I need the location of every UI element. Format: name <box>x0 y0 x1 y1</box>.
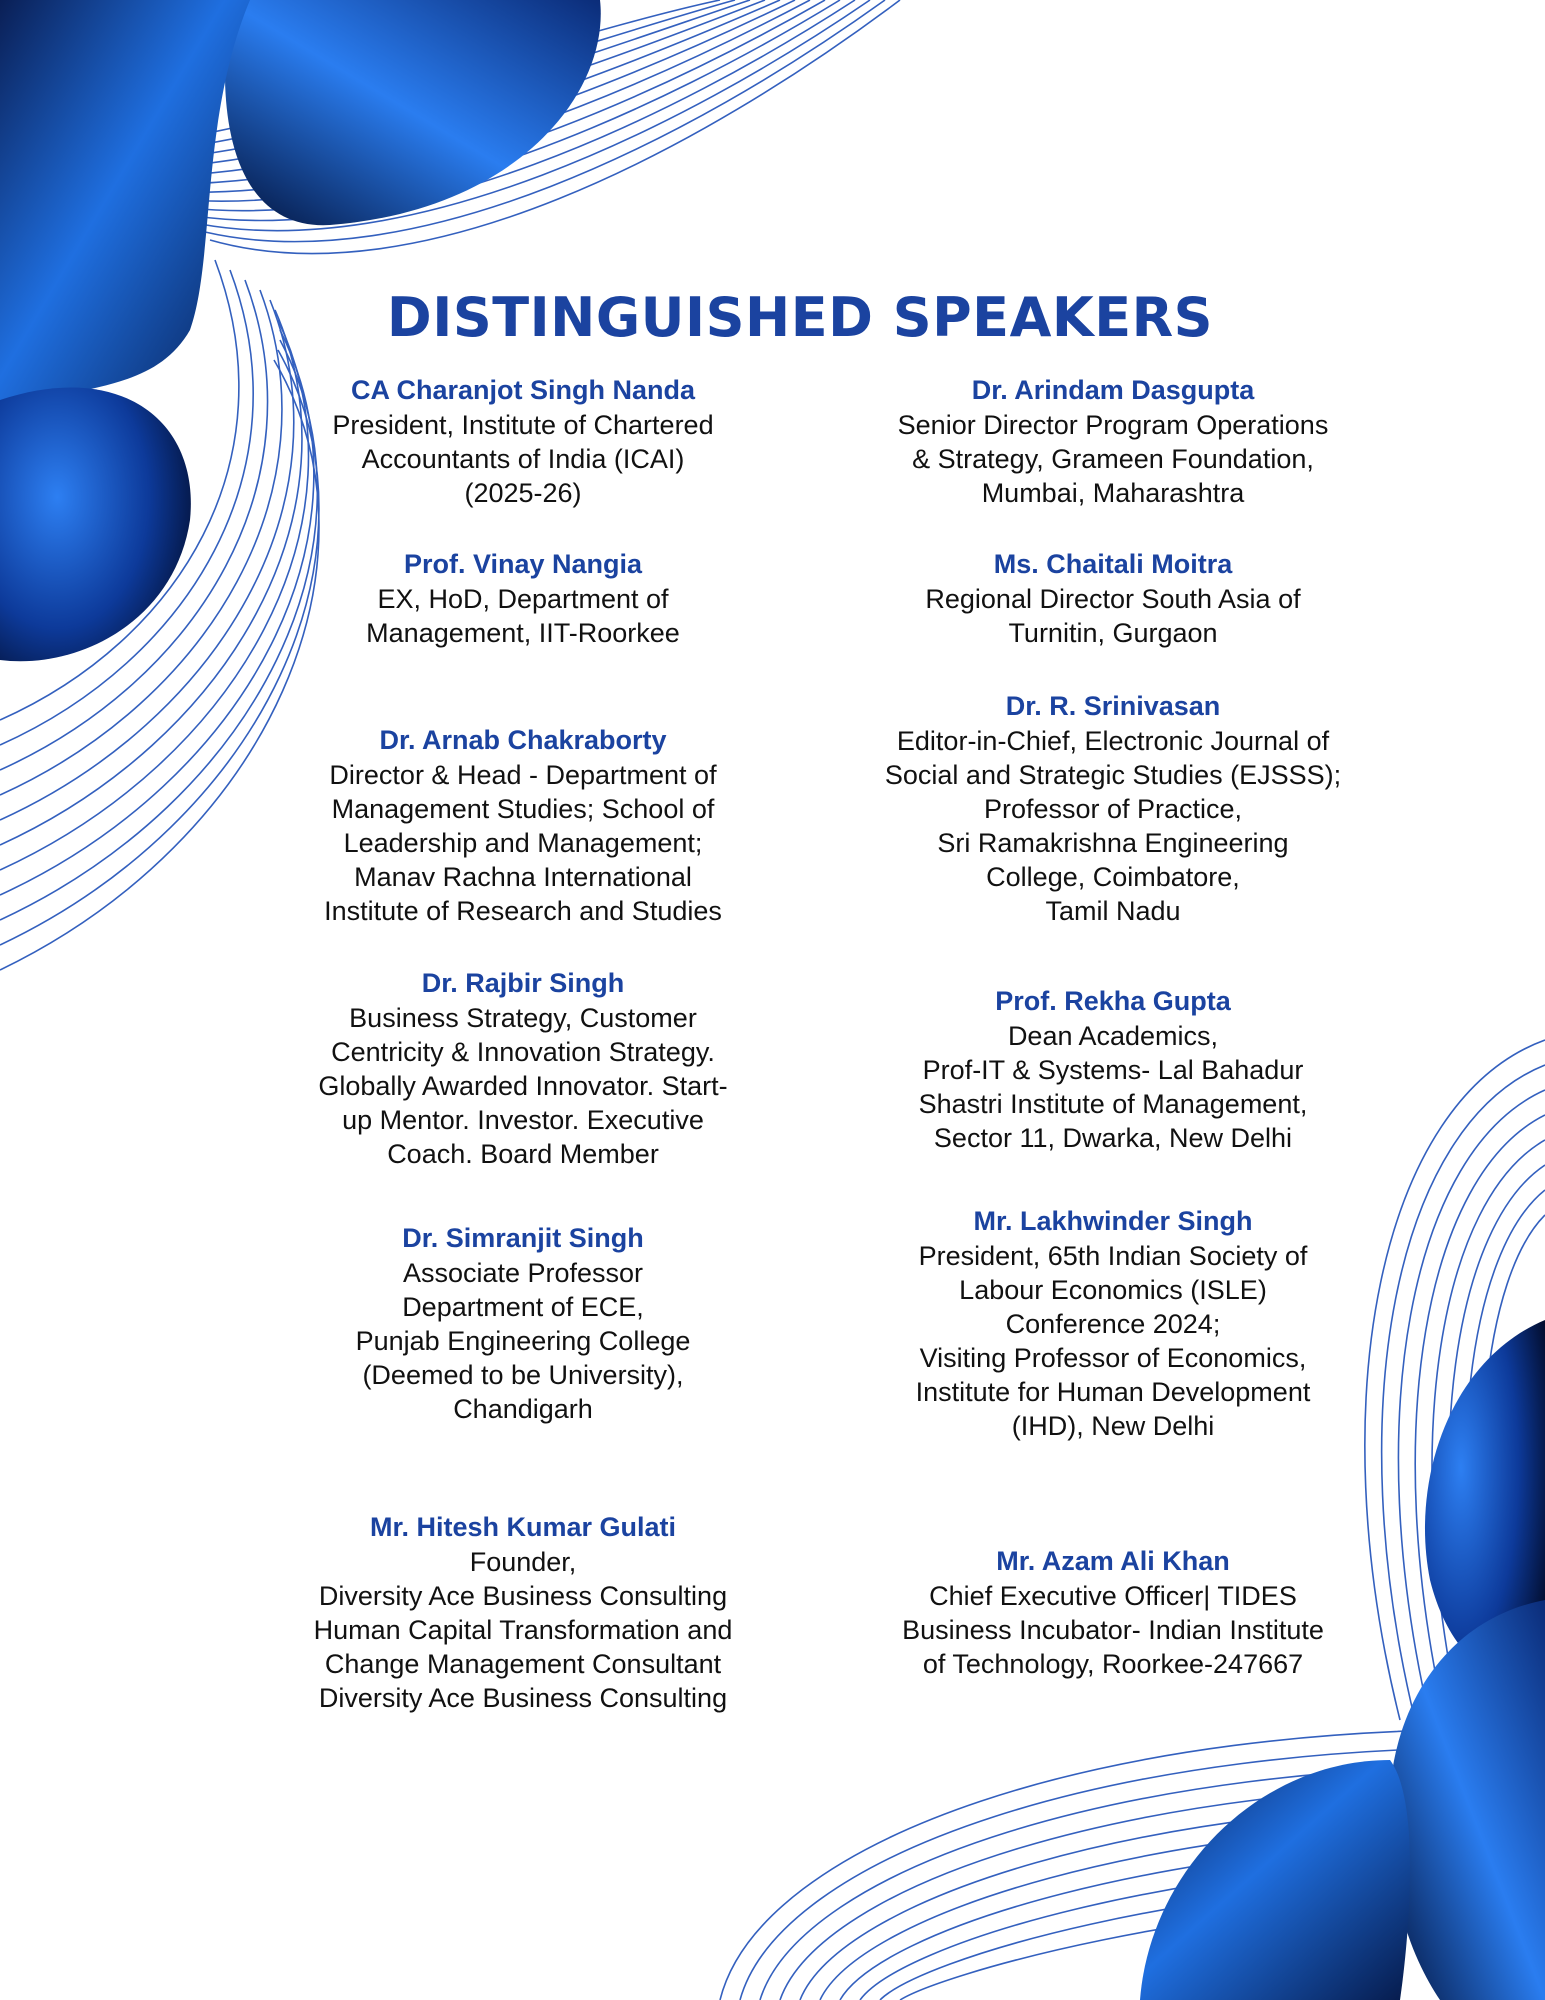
speaker-role: Dean Academics, Prof-IT & Systems- Lal Bahadur Shastri Institute of Management, Sector 11, Dwarka, New Delhi <box>918 1021 1308 1153</box>
speaker-card <box>853 984 1373 1155</box>
speaker-name: Dr. Arnab Chakraborty <box>379 725 667 755</box>
speaker-role: Business Strategy, Customer Centricity & Innovation Strategy. Globally Awarded Innovator. Start- up Mentor. Investor. Executive Coach. Board Member <box>318 1003 728 1169</box>
speaker-name: Prof. Vinay Nangia <box>403 549 643 579</box>
speaker-card <box>263 373 783 510</box>
speaker-card <box>853 547 1373 650</box>
speaker-role: President, 65th Indian Society of Labour Economics (ISLE) Conference 2024; Visiting Professor of Economics, Institute for Human Development (IHD), New Delhi <box>915 1241 1311 1441</box>
speaker-card <box>263 966 783 1171</box>
speaker-card <box>263 1510 783 1715</box>
speaker-role: Chief Executive Officer| TIDES Business Incubator- Indian Institute of Technology, Roorkee-247667 <box>902 1581 1324 1679</box>
speaker-card <box>853 689 1373 928</box>
speaker-name: Dr. R. Srinivasan <box>1005 691 1221 721</box>
speaker-name: Ms. Chaitali Moitra <box>993 549 1233 579</box>
speaker-role: Director & Head - Department of Management Studies; School of Leadership and Management; Manav Rachna International Institute of Research and Studies <box>324 760 722 926</box>
speaker-name: Dr. Arindam Dasgupta <box>971 375 1255 405</box>
speaker-name: Dr. Simranjit Singh <box>402 1223 644 1253</box>
page-title: DISTINGUISHED SPEAKERS <box>386 286 1214 349</box>
speaker-role: Regional Director South Asia of Turnitin, Gurgaon <box>925 584 1301 648</box>
speaker-role: Editor-in-Chief, Electronic Journal of Social and Strategic Studies (EJSSS); Professor of Practice, Sri Ramakrishna Engineering College, Coimbatore, Tamil Nadu <box>884 726 1342 926</box>
speaker-card <box>263 547 783 650</box>
speaker-name: Mr. Azam Ali Khan <box>996 1546 1230 1576</box>
speaker-name: Mr. Hitesh Kumar Gulati <box>369 1512 677 1542</box>
speaker-name: CA Charanjot Singh Nanda <box>350 375 695 405</box>
speaker-name: Dr. Rajbir Singh <box>421 968 625 998</box>
speaker-card <box>853 1204 1373 1443</box>
speaker-card <box>263 723 783 928</box>
speaker-card <box>263 1221 783 1426</box>
speaker-name: Prof. Rekha Gupta <box>995 986 1231 1016</box>
speaker-name: Mr. Lakhwinder Singh <box>973 1206 1253 1236</box>
speaker-card <box>853 373 1373 510</box>
speaker-card <box>853 1544 1373 1681</box>
speaker-role: Associate Professor Department of ECE, Punjab Engineering College (Deemed to be University), Chandigarh <box>355 1258 691 1424</box>
speaker-role: President, Institute of Chartered Accountants of India (ICAI) (2025-26) <box>332 410 714 508</box>
speaker-role: Senior Director Program Operations & Strategy, Grameen Foundation, Mumbai, Maharashtra <box>897 410 1329 508</box>
speaker-role: EX, HoD, Department of Management, IIT-Roorkee <box>366 584 680 648</box>
speaker-role: Founder, Diversity Ace Business Consulting Human Capital Transformation and Change Management Consultant Diversity Ace Business Consulting <box>313 1547 733 1713</box>
